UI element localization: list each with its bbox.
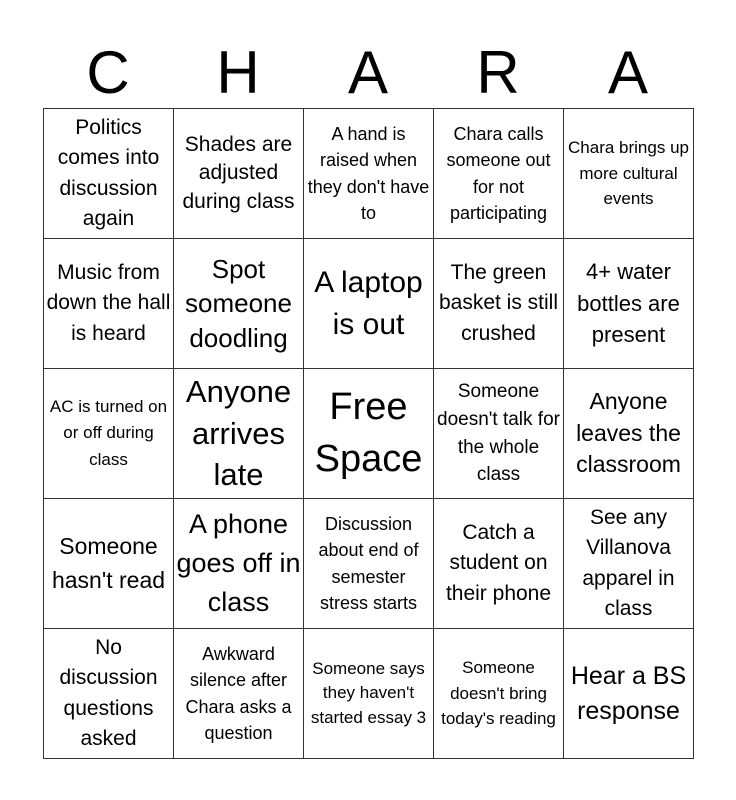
bingo-cell-text: See any Villanova apparel in class [582,505,675,620]
bingo-cell[interactable] [304,369,434,499]
header-letter: A [607,39,649,106]
bingo-cell-text: A phone goes off in class [176,508,301,618]
bingo-cell[interactable] [434,629,564,759]
bingo-cell[interactable] [434,369,564,499]
bingo-card [43,108,694,759]
bingo-cell[interactable] [564,629,694,759]
bingo-row [44,369,694,499]
bingo-cell-text: AC is turned on or off during class [49,396,168,469]
bingo-cell-text: Someone says they haven't started essay 3 [310,658,427,727]
bingo-cell-text: Spot someone doodling [185,253,292,353]
bingo-cell-text: Discussion about end of semester stress starts [318,514,419,613]
bingo-cell-text: No discussion questions asked [59,636,158,750]
bingo-cell[interactable] [564,109,694,239]
header-letter: R [476,39,520,106]
bingo-cell[interactable] [564,239,694,369]
bingo-cell-text: A laptop is out [314,266,423,341]
bingo-cell[interactable] [174,239,304,369]
bingo-cell[interactable] [434,499,564,629]
bingo-cell-text: Someone hasn't read [51,533,166,593]
bingo-cell-text: Awkward silence after Chara asks a question [185,644,292,743]
bingo-cell-text: Catch a student on their phone [445,520,552,605]
bingo-cell-text: 4+ water bottles are present [577,259,680,348]
bingo-cell[interactable] [564,369,694,499]
bingo-cell[interactable] [304,629,434,759]
bingo-cell-text: Chara calls someone out for not participating [446,124,551,223]
bingo-cell[interactable] [174,499,304,629]
bingo-cell-text: Hear a BS response [570,661,687,725]
bingo-row [44,239,694,369]
bingo-cell-text: Shades are adjusted during class [182,132,295,213]
bingo-cell[interactable] [44,499,174,629]
bingo-header [43,38,693,108]
bingo-row [44,109,694,239]
bingo-cell[interactable] [174,109,304,239]
bingo-cell[interactable] [44,239,174,369]
bingo-cell[interactable] [434,109,564,239]
bingo-cell-text: Anyone leaves the classroom [576,387,681,478]
bingo-cell-text: Someone doesn't talk for the whole class [437,381,560,486]
bingo-cell-text: Politics comes into discussion again [57,116,160,230]
bingo-cell[interactable] [44,629,174,759]
bingo-cell-text: The green basket is still crushed [438,260,559,345]
bingo-cell[interactable] [174,369,304,499]
bingo-cell-text: Free Space [314,385,423,480]
header-letter: H [216,39,260,106]
bingo-cell-text: Someone doesn't bring today's reading [441,658,556,729]
bingo-cell[interactable] [44,369,174,499]
bingo-cell[interactable] [304,109,434,239]
bingo-row [44,629,694,759]
bingo-cell[interactable] [564,499,694,629]
bingo-cell[interactable] [44,109,174,239]
header-letter: C [86,39,130,106]
bingo-cell-text: A hand is raised when they don't have to [307,124,430,223]
bingo-cell[interactable] [174,629,304,759]
bingo-row [44,499,694,629]
bingo-cell[interactable] [304,499,434,629]
bingo-cell-text: Anyone arrives late [185,373,292,493]
bingo-cell-text: Chara brings up more cultural events [568,138,689,209]
bingo-cell[interactable] [434,239,564,369]
header-letter: A [347,39,389,106]
bingo-cell-text: Music from down the hall is heard [46,260,171,345]
bingo-cell[interactable] [304,239,434,369]
